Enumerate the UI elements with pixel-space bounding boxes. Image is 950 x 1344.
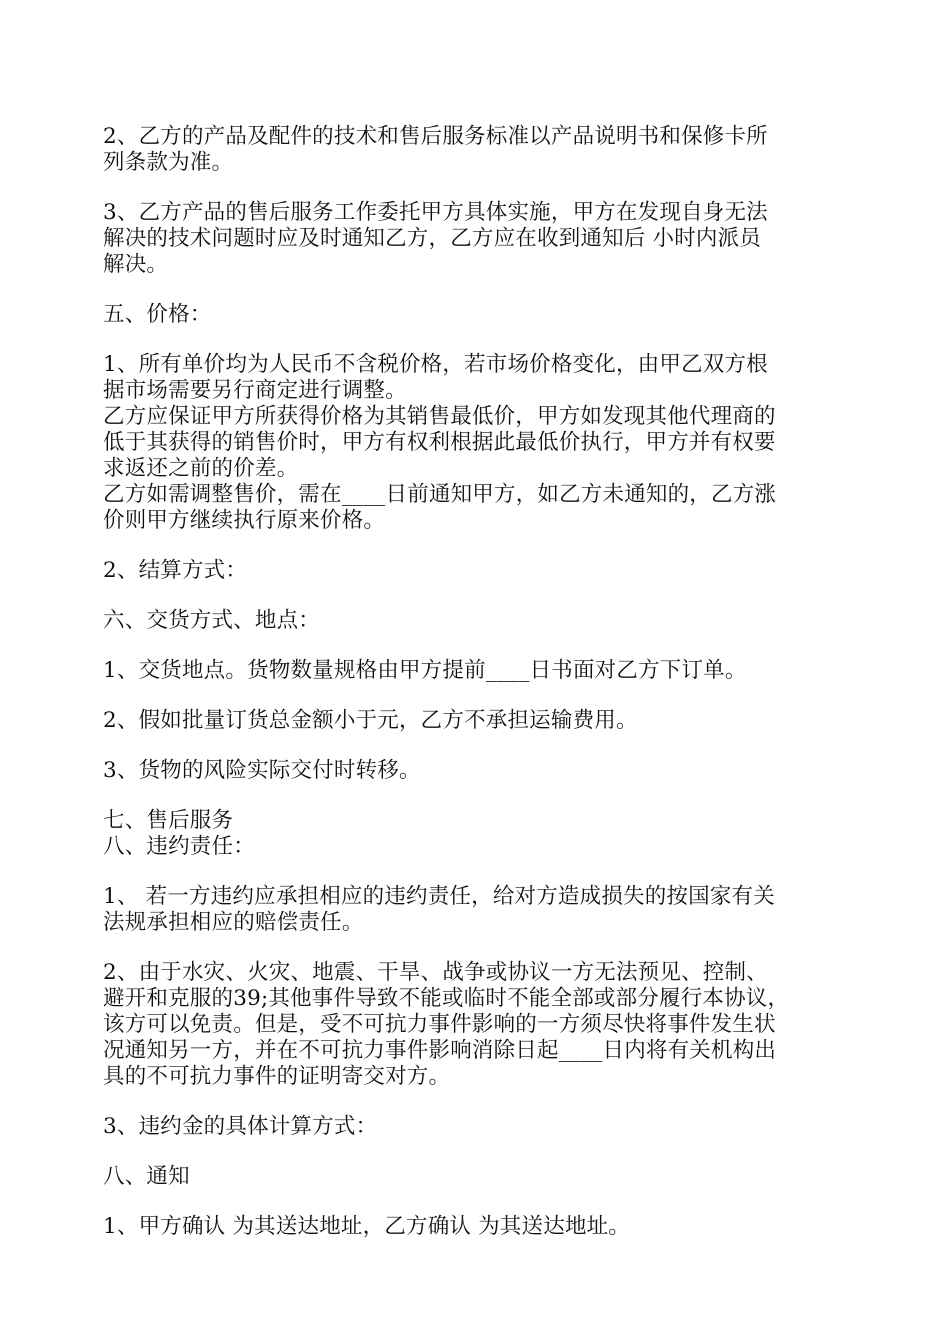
- text-line: 1、甲方确认 为其送达地址，乙方确认 为其送达地址。: [103, 1214, 631, 1239]
- text-line: 低于其获得的销售价时，甲方有权利根据此最低价执行，甲方并有权要: [103, 430, 776, 455]
- paragraph-gap: [103, 734, 863, 758]
- text-line: 1、所有单价均为人民币不含税价格，若市场价格变化，由甲乙双方根: [103, 352, 768, 377]
- text-line: 解决。: [103, 252, 169, 277]
- text-line: 1、交货地点。货物数量规格由甲方提前____日书面对乙方下订单。: [103, 658, 747, 683]
- paragraph-gap: [103, 278, 863, 302]
- text-line: 价则甲方继续执行原来价格。: [103, 508, 386, 533]
- text-line: 3、乙方产品的售后服务工作委托甲方具体实施，甲方在发现自身无法: [103, 200, 768, 225]
- paragraph-gap: [103, 328, 863, 352]
- text-line: 求返还之前的价差。: [103, 456, 299, 481]
- section-heading: 七、售后服务: [103, 808, 234, 833]
- text-line: 3、货物的风险实际交付时转移。: [103, 758, 421, 783]
- text-line: 据市场需要另行商定进行调整。: [103, 378, 407, 403]
- paragraph-gap: [103, 784, 863, 808]
- text-line: 2、由于水灾、火灾、地震、干旱、战争或协议一方无法预见、控制、: [103, 960, 768, 985]
- text-line: 况通知另一方，并在不可抗力事件影响消除日起____日内将有关机构出: [103, 1038, 777, 1063]
- paragraph-gap: [103, 684, 863, 708]
- document-body: [103, 124, 863, 1240]
- section-heading: 八、违约责任：: [103, 834, 255, 859]
- text-line: 具的不可抗力事件的证明寄交对方。: [103, 1064, 451, 1089]
- paragraph-gap: [103, 176, 863, 200]
- text-line: 列条款为准。: [103, 150, 234, 175]
- text-line: 该方可以免责。但是，受不可抗力事件影响的一方须尽快将事件发生状: [103, 1012, 776, 1037]
- paragraph-gap: [103, 634, 863, 658]
- text-line: 2、结算方式：: [103, 558, 248, 583]
- section-heading: 五、价格：: [103, 302, 212, 327]
- paragraph-gap: [103, 936, 863, 960]
- text-line: 3、违约金的具体计算方式：: [103, 1114, 378, 1139]
- paragraph-gap: [103, 860, 863, 884]
- paragraph-gap: [103, 1090, 863, 1114]
- paragraph-gap: [103, 534, 863, 558]
- text-line: 解决的技术问题时应及时通知乙方，乙方应在收到通知后 小时内派员: [103, 226, 762, 251]
- text-line: 避开和克服的39;其他事件导致不能或临时不能全部或部分履行本协议，: [103, 986, 790, 1011]
- text-line: 法规承担相应的赔偿责任。: [103, 910, 364, 935]
- section-heading: 八、通知: [103, 1164, 190, 1189]
- section-heading: 六、交货方式、地点：: [103, 608, 321, 633]
- text-line: 乙方如需调整售价，需在____日前通知甲方，如乙方未通知的，乙方涨: [103, 482, 777, 507]
- paragraph-gap: [103, 584, 863, 608]
- paragraph-gap: [103, 1140, 863, 1164]
- text-line: 2、乙方的产品及配件的技术和售后服务标准以产品说明书和保修卡所: [103, 124, 768, 149]
- paragraph-gap: [103, 1190, 863, 1214]
- text-line: 乙方应保证甲方所获得价格为其销售最低价，甲方如发现其他代理商的: [103, 404, 776, 429]
- text-line: 2、假如批量订货总金额小于元，乙方不承担运输费用。: [103, 708, 638, 733]
- text-line: 1、 若一方违约应承担相应的违约责任，给对方造成损失的按国家有关: [103, 884, 775, 909]
